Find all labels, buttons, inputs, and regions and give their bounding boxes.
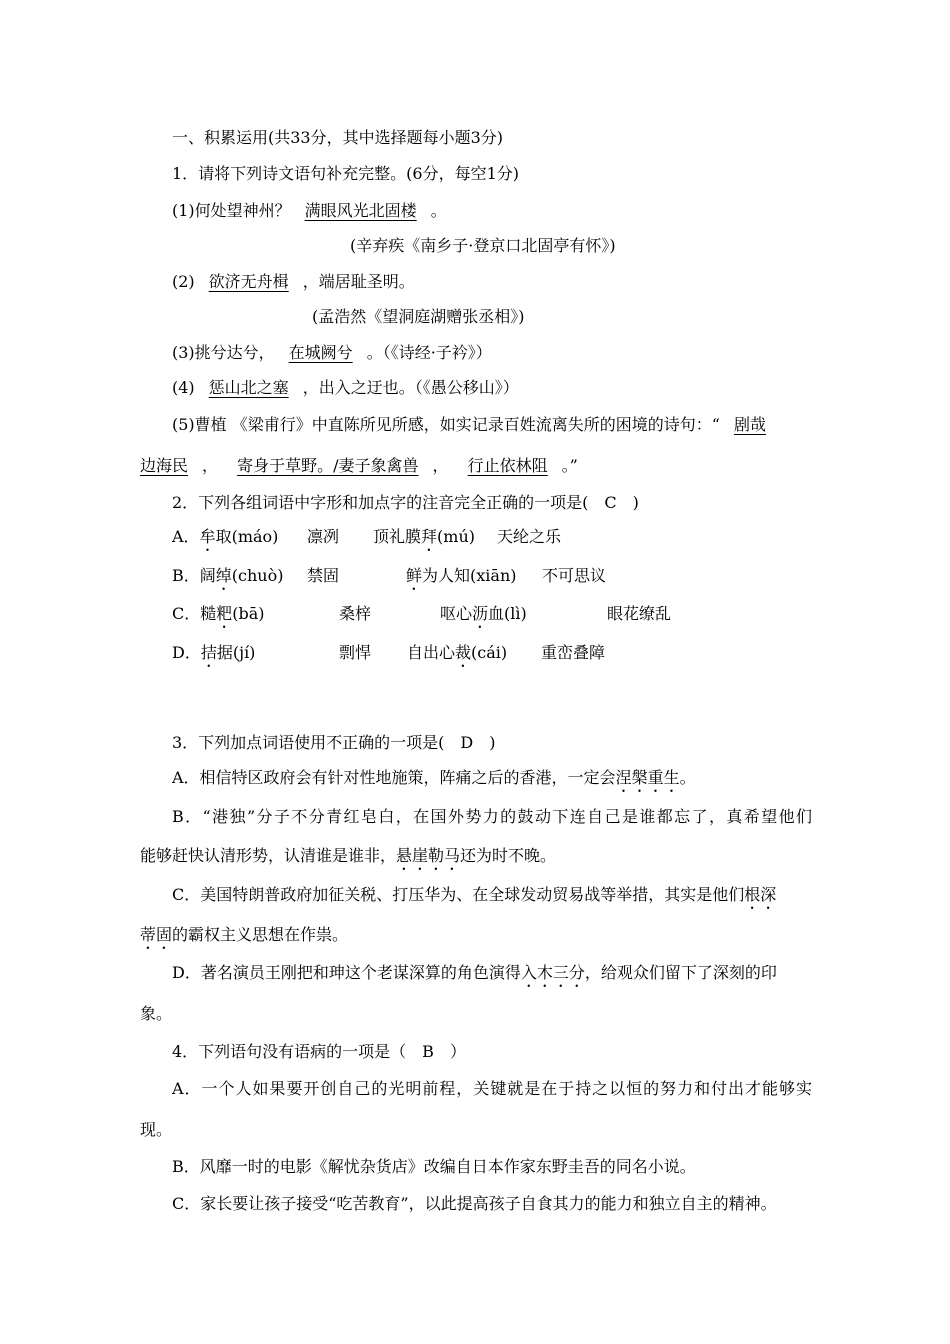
answer-blank: 寄身于草野。/妻子象禽兽 <box>237 456 419 475</box>
q1-source-2: (孟浩然《望洞庭湖赠张丞相》) <box>312 307 525 326</box>
q2-stem: 2．下列各组词语中字形和加点字的注音完全正确的一项是( C ) <box>172 493 639 512</box>
q4-option-c: C．家长要让孩子接受“吃苦教育”，以此提高孩子自食其力的能力和独立自主的精神。 <box>172 1194 777 1213</box>
answer-blank: 在城阙兮 <box>288 343 353 362</box>
q3-option-b-line2: 能够赶快认清形势，认清谁是谁非，悬崖勒马还为时不晚。 <box>140 846 557 865</box>
q3-option-c-line1: C．美国特朗普政府加征关税、打压华为、在全球发动贸易战等举措，其实是他们根深 <box>172 885 777 904</box>
section-title: 一、积累运用(共33分，其中选择题每小题3分) <box>172 128 504 147</box>
q2-option-c: C．糙粑(bā) 桑梓 呕心沥血(lì) 眼花缭乱 <box>172 604 672 623</box>
q3-stem: 3．下列加点词语使用不正确的一项是( D ) <box>172 733 496 752</box>
q1-stem: 1．请将下列诗文语句补充完整。(6分，每空1分) <box>172 164 520 183</box>
q1-item-3: (3)挑兮达兮， 在城阙兮 。（《诗经·子衿》） <box>172 343 492 362</box>
q2-option-a: A．牟取(máo) 凛冽 顶礼膜拜(mú) 天纶之乐 <box>172 527 562 546</box>
q1-source-1: (辛弃疾《南乡子·登京口北固亭有怀》) <box>350 236 616 255</box>
answer-blank: 惩山北之塞 <box>208 378 289 397</box>
answer-blank: 行止依林阻 <box>467 456 548 475</box>
q4-option-b: B．风靡一时的电影《解忧杂货店》改编自日本作家东野圭吾的同名小说。 <box>172 1157 696 1176</box>
answer-blank: 边海民 <box>140 456 189 475</box>
q4-option-a-line1: A．一个人如果要开创自己的光明前程，关键就是在于持之以恒的努力和付出才能够实 <box>172 1079 812 1098</box>
q1-item-5-line1: (5)曹植 《梁甫行》中直陈所见所感，如实记录百姓流离失所的困境的诗句：“ 剧哉 <box>172 415 766 434</box>
q2-option-d: D．拮据(jí) 剽悍 自出心裁(cái) 重峦叠障 <box>172 643 606 662</box>
q4-option-a-line2: 现。 <box>140 1120 173 1139</box>
q3-option-d-line1: D．著名演员王刚把和珅这个老谋深算的角色演得入木三分，给观众们留下了深刻的印 <box>172 963 777 982</box>
q1-item-5-line2: 边海民 ， 寄身于草野。/妻子象禽兽 ， 行止依林阻 。” <box>140 456 578 475</box>
q1-item-4: (4) 惩山北之塞 ，出入之迂也。（《愚公移山》） <box>172 378 519 397</box>
q3-option-a: A．相信特区政府会有针对性地施策，阵痛之后的香港，一定会涅槃重生。 <box>172 768 696 787</box>
q3-option-c-line2: 蒂固的霸权主义思想在作祟。 <box>140 925 349 944</box>
q1-item-2: (2) 欲济无舟楫 ，端居耻圣明。 <box>172 272 415 291</box>
answer-blank: 满眼风光北固楼 <box>304 201 417 220</box>
q3-option-d-line2: 象。 <box>140 1004 173 1023</box>
answer-blank: 欲济无舟楫 <box>208 272 289 291</box>
q1-item-1: (1)何处望神州？ 满眼风光北固楼 。 <box>172 201 447 220</box>
q4-stem: 4．下列语句没有语病的一项是（ B ） <box>172 1042 466 1061</box>
q2-option-b: B．阔绰(chuò) 禁固 鲜为人知(xiān) 不可思议 <box>172 566 607 585</box>
q3-option-b-line1: B．“港独”分子不分青红皂白，在国外势力的鼓动下连自己是谁都忘了，真希望他们 <box>172 807 812 826</box>
answer-blank: 剧哉 <box>733 415 766 434</box>
